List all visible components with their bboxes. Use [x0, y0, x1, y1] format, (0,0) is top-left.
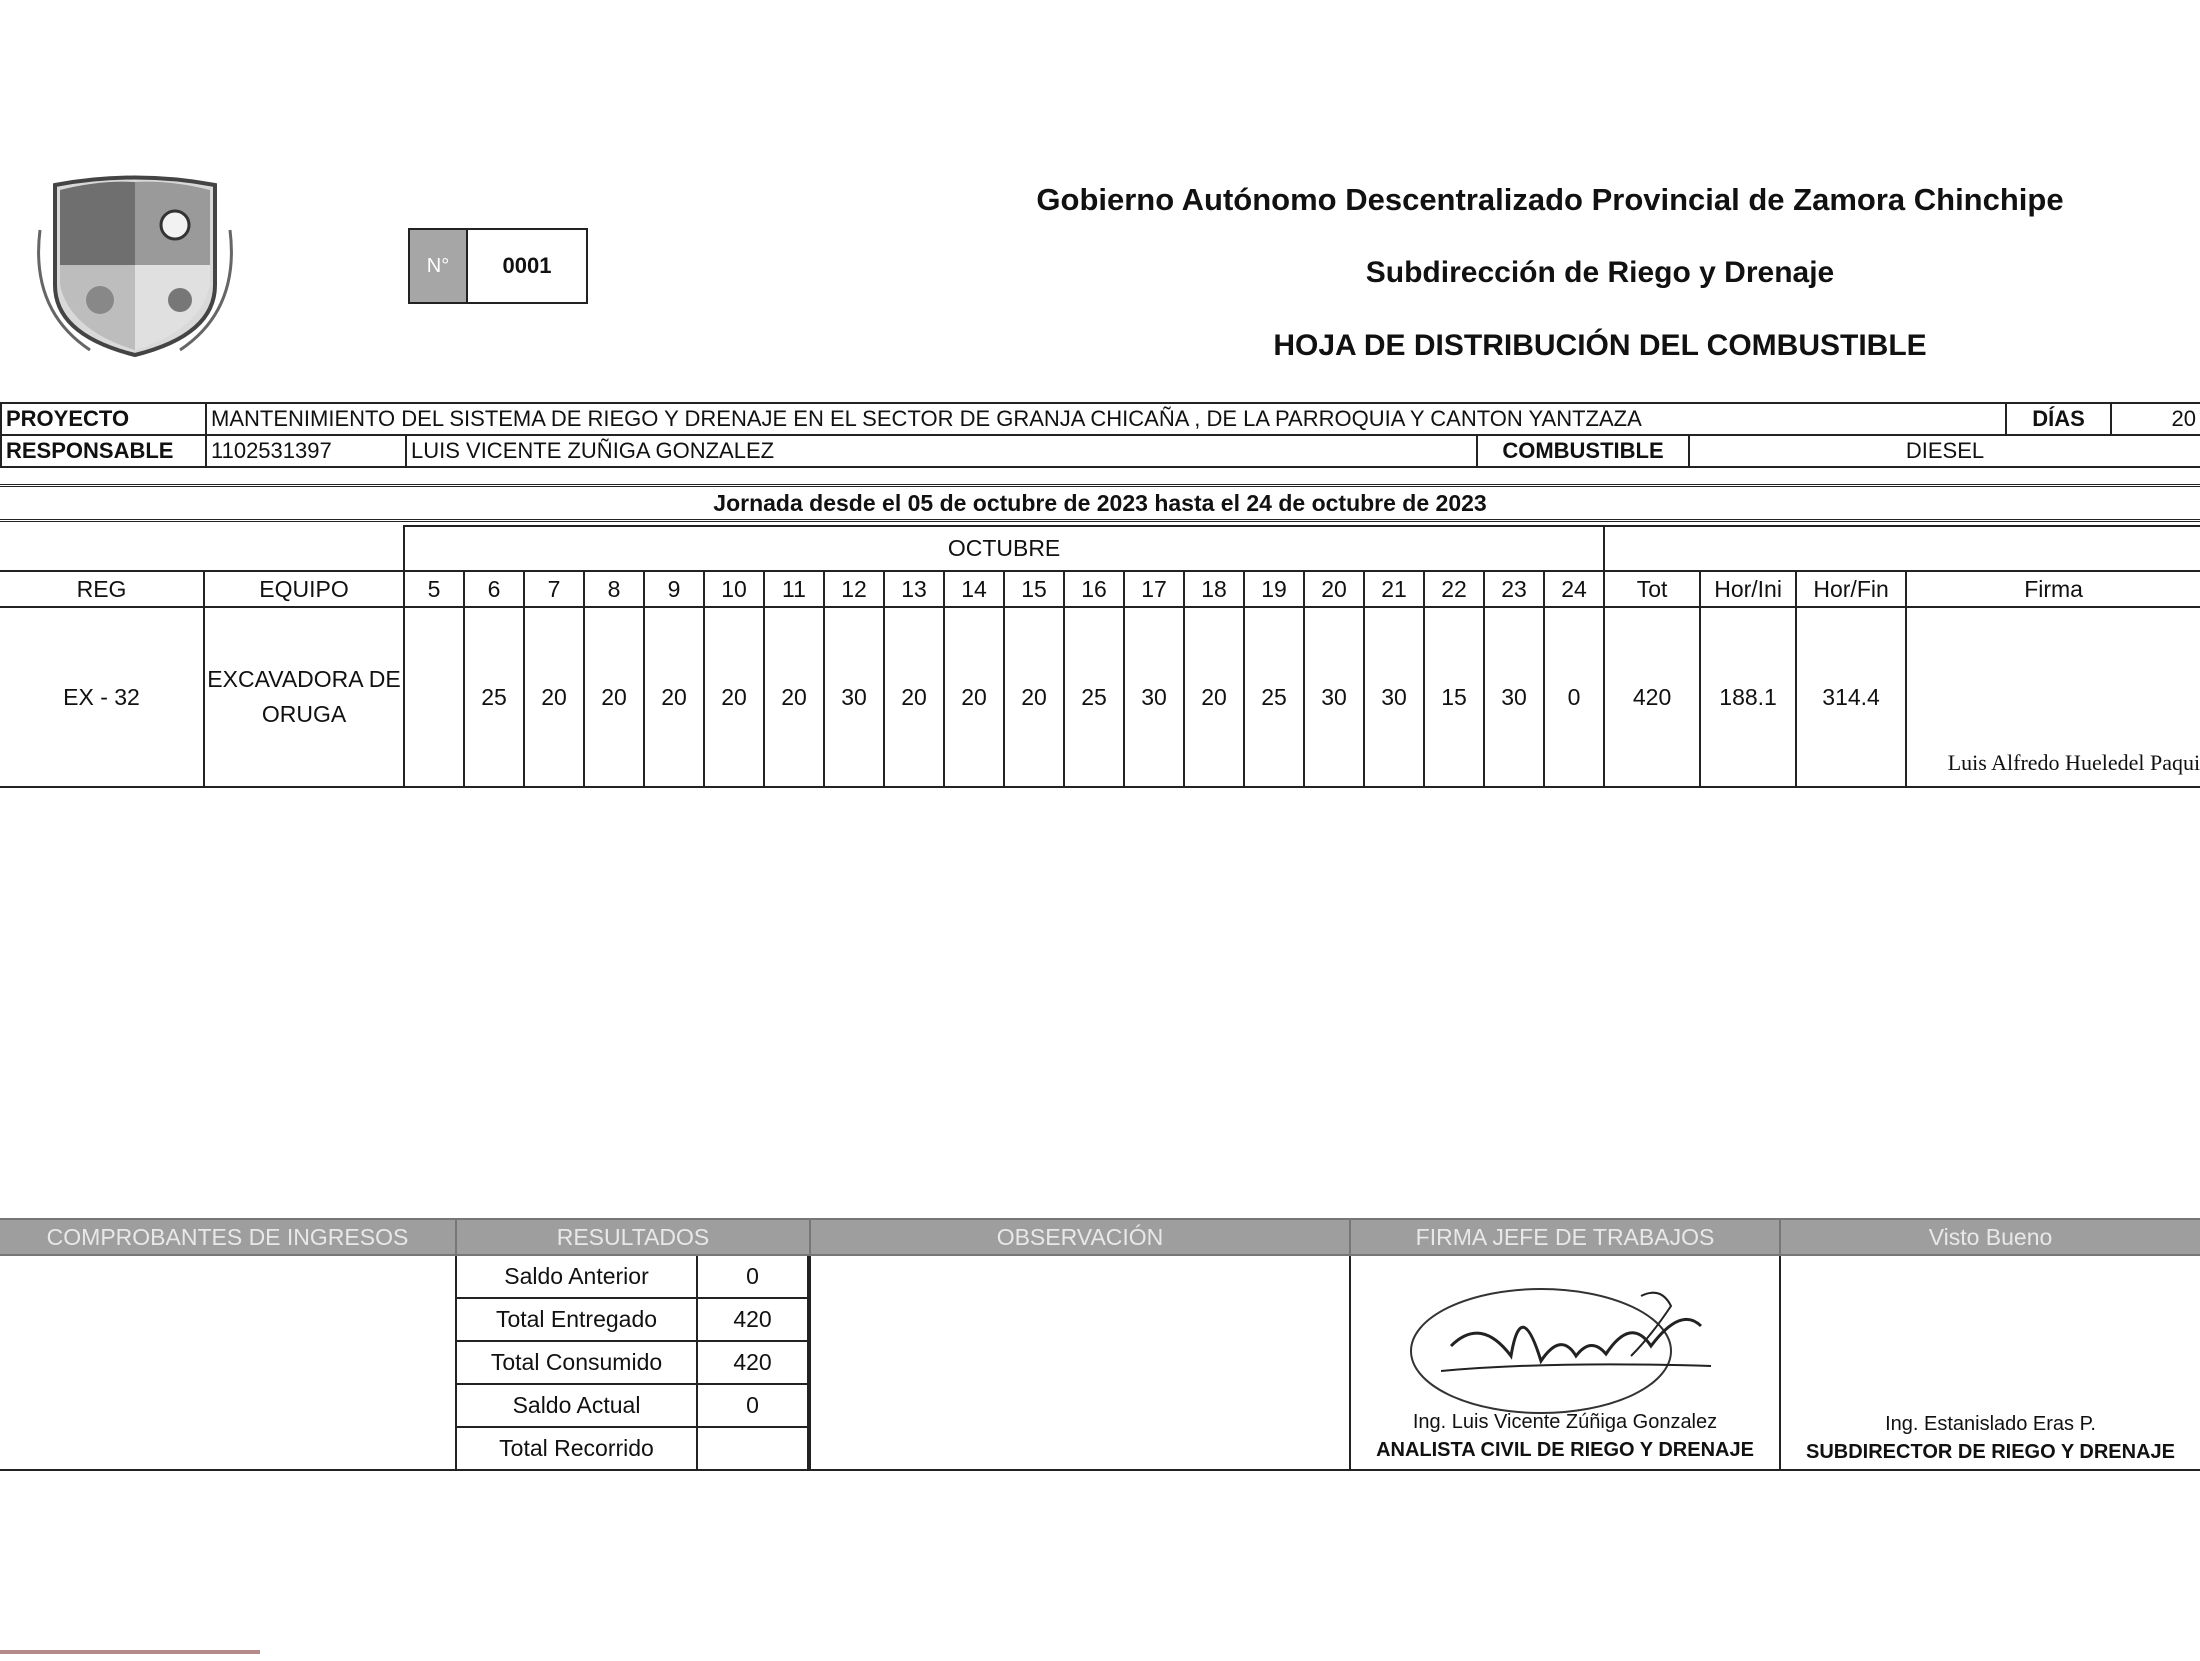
- result-label: Saldo Anterior: [457, 1256, 697, 1298]
- equipo-line1: EXCAVADORA DE: [207, 666, 401, 692]
- day-header: 22: [1424, 571, 1484, 607]
- day-header: 20: [1304, 571, 1364, 607]
- day-header: 18: [1184, 571, 1244, 607]
- handwritten-signature: [1401, 1276, 1731, 1416]
- day-value: 20: [584, 607, 644, 787]
- hor-ini-value: 188.1: [1700, 607, 1796, 787]
- proyecto-label: PROYECTO: [1, 403, 206, 435]
- col-hor-ini: Hor/Ini: [1700, 571, 1796, 607]
- corner-empty: [0, 526, 404, 571]
- hdr-firma-jefe: FIRMA JEFE DE TRABAJOS: [1350, 1219, 1780, 1255]
- day-value: 30: [1304, 607, 1364, 787]
- result-value: 0: [697, 1384, 808, 1427]
- day-value: 20: [704, 607, 764, 787]
- org-title: Gobierno Autónomo Descentralizado Provincial de Zamora Chinchipe: [1036, 182, 2064, 217]
- day-value: 15: [1424, 607, 1484, 787]
- day-header: 17: [1124, 571, 1184, 607]
- jefe-name: Ing. Luis Vicente Zúñiga Gonzalez: [1412, 1411, 1718, 1433]
- responsable-label: RESPONSABLE: [1, 435, 206, 467]
- subdirection-title: Subdirección de Riego y Drenaje: [1365, 256, 1835, 289]
- dias-label: DÍAS: [2006, 403, 2111, 435]
- summary-table: [0, 1218, 2200, 1471]
- day-header: 16: [1064, 571, 1124, 607]
- hdr-comprobantes: COMPROBANTES DE INGRESOS: [0, 1219, 456, 1255]
- day-value: 20: [1004, 607, 1064, 787]
- result-row: [457, 1427, 808, 1469]
- coat-of-arms-logo: [30, 170, 240, 360]
- day-value: [404, 607, 464, 787]
- result-row: [457, 1341, 808, 1384]
- day-value: 20: [884, 607, 944, 787]
- fuel-distribution-table: [0, 525, 2200, 788]
- combustible-cell: [1476, 435, 2200, 467]
- day-header: 15: [1004, 571, 1064, 607]
- day-header: 10: [704, 571, 764, 607]
- result-value: [697, 1427, 808, 1469]
- col-equipo: EQUIPO: [204, 571, 404, 607]
- comprobantes-cell: [0, 1255, 456, 1470]
- day-value: 20: [524, 607, 584, 787]
- equipo-line2: ORUGA: [261, 701, 347, 727]
- day-value: 30: [1364, 607, 1424, 787]
- results-table: [457, 1256, 809, 1469]
- day-header: 8: [584, 571, 644, 607]
- responsable-name: LUIS VICENTE ZUÑIGA GONZALEZ: [406, 435, 1476, 467]
- day-value: 20: [1184, 607, 1244, 787]
- day-header: 9: [644, 571, 704, 607]
- day-header: 6: [464, 571, 524, 607]
- result-row: [457, 1298, 808, 1341]
- jornada-period: Jornada desde el 05 de octubre de 2023 hasta el 24 de octubre de 2023: [0, 484, 2200, 522]
- day-value: 30: [1484, 607, 1544, 787]
- day-value: 25: [1244, 607, 1304, 787]
- reg-cell: EX - 32: [0, 607, 204, 787]
- day-header: 5: [404, 571, 464, 607]
- day-header: 11: [764, 571, 824, 607]
- day-value: 30: [824, 607, 884, 787]
- col-firma: Firma: [1906, 571, 2200, 607]
- result-label: Total Consumido: [457, 1341, 697, 1384]
- col-reg: REG: [0, 571, 204, 607]
- tot-value: 420: [1604, 607, 1700, 787]
- firma-value: Luis Alfredo Hueledel Paqui: [1906, 607, 2200, 787]
- combustible-value: DIESEL: [1905, 438, 1985, 463]
- day-value: 20: [944, 607, 1004, 787]
- col-hor-fin: Hor/Fin: [1796, 571, 1906, 607]
- day-value: 30: [1124, 607, 1184, 787]
- equipo-cell: [204, 607, 404, 787]
- document-number-box: [408, 228, 588, 304]
- visto-bueno-cell: [1780, 1255, 2200, 1470]
- result-label: Saldo Actual: [457, 1384, 697, 1427]
- day-value: 0: [1544, 607, 1604, 787]
- day-header: 24: [1544, 571, 1604, 607]
- result-label: Total Entregado: [457, 1298, 697, 1341]
- day-header: 13: [884, 571, 944, 607]
- col-tot: Tot: [1604, 571, 1700, 607]
- observacion-cell: [810, 1255, 1350, 1470]
- result-value: 0: [697, 1256, 808, 1298]
- hdr-resultados: RESULTADOS: [456, 1219, 810, 1255]
- result-label: Total Recorrido: [457, 1427, 697, 1469]
- result-row: [457, 1384, 808, 1427]
- combustible-label: COMBUSTIBLE: [1476, 436, 1690, 466]
- day-header: 14: [944, 571, 1004, 607]
- firma-jefe-cell: [1350, 1255, 1780, 1470]
- resultados-cell: [456, 1255, 810, 1470]
- visto-name: Ing. Estanislado Eras P.: [1885, 1413, 2096, 1435]
- day-header: 21: [1364, 571, 1424, 607]
- table-row: [0, 607, 2200, 787]
- month-header: OCTUBRE: [404, 526, 1604, 571]
- result-value: 420: [697, 1341, 808, 1384]
- hdr-visto-bueno: Visto Bueno: [1780, 1219, 2200, 1255]
- number-value: 0001: [502, 253, 552, 278]
- hor-fin-value: 314.4: [1796, 607, 1906, 787]
- month-right-empty: [1604, 526, 2200, 571]
- document-title: HOJA DE DISTRIBUCIÓN DEL COMBUSTIBLE: [1273, 329, 1927, 362]
- responsable-id: 1102531397: [206, 435, 406, 467]
- visto-role: SUBDIRECTOR DE RIEGO Y DRENAJE: [1806, 1441, 2175, 1463]
- day-header: 12: [824, 571, 884, 607]
- day-value: 25: [1064, 607, 1124, 787]
- proyecto-value: MANTENIMIENTO DEL SISTEMA DE RIEGO Y DRENAJE EN EL SECTOR DE GRANJA CHICAÑA , DE LA PARROQUIA Y CANTON YANTZAZA: [206, 403, 2006, 435]
- result-value: 420: [697, 1298, 808, 1341]
- day-value: 25: [464, 607, 524, 787]
- day-value: 20: [644, 607, 704, 787]
- number-label: N°: [410, 230, 468, 302]
- day-header: 7: [524, 571, 584, 607]
- scan-edge-mark: [0, 1650, 260, 1654]
- day-header: 19: [1244, 571, 1304, 607]
- day-value: 20: [764, 607, 824, 787]
- day-header: 23: [1484, 571, 1544, 607]
- jefe-role: ANALISTA CIVIL DE RIEGO Y DRENAJE: [1376, 1439, 1754, 1461]
- hdr-observacion: OBSERVACIÓN: [810, 1219, 1350, 1255]
- project-info-table: [0, 402, 2200, 468]
- result-row: [457, 1256, 808, 1298]
- dias-value: 20: [2111, 403, 2200, 435]
